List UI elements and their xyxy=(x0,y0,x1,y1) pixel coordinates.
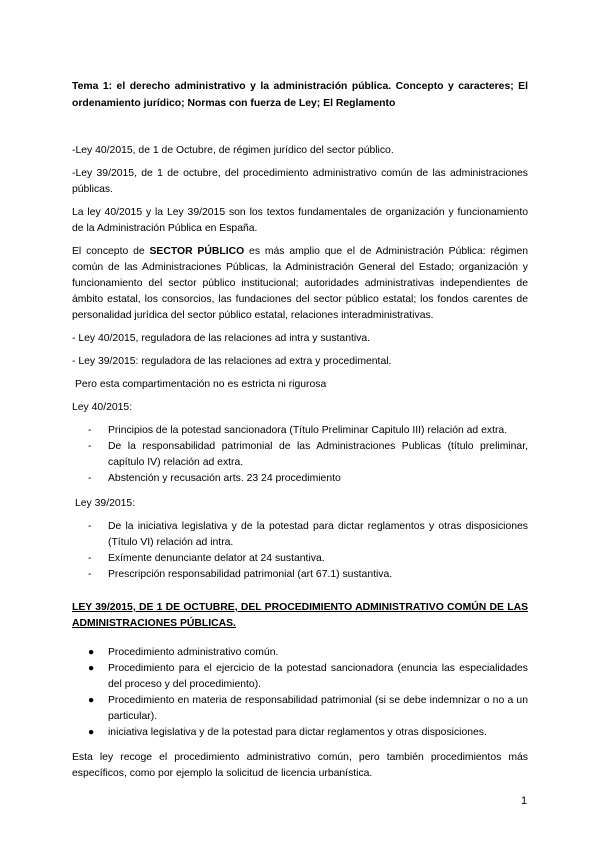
sector-post-text: es más amplio que el de Administración Pública: régimen común de las Administraciones Públicas, la Administración General del Estado; organización y funcionamiento del sector público institucional; autoridades administrativas independientes de ámbito estatal, los consorcios, las fundaciones del sector público estatal; los fondos carentes de personalidad jurídica del sector público estatal, relaciones interadministrativas. xyxy=(72,246,528,321)
list-item xyxy=(72,645,528,661)
ley39-label: Ley 39/2015: xyxy=(75,498,136,509)
list-item-text: Procedimiento en materia de responsabilidad patrimonial (si se debe indemnizar o no a un particular). xyxy=(108,695,528,722)
closing-paragraph: Esta ley recoge el procedimiento administrativo común, pero también procedimientos más específicos, como por ejemplo la solicitud de licencia urbanística. xyxy=(72,752,528,779)
ley39-list xyxy=(72,519,528,583)
law-ref-39: -Ley 39/2015, de 1 de octubre, del procedimiento administrativo común de las administraciones públicas. xyxy=(72,168,528,195)
procedures-list xyxy=(72,645,528,741)
list-item-text: De la iniciativa legislativa y de la potestad para dictar reglamentos y otras disposiciones (Título VI) relación ad intra. xyxy=(108,521,528,548)
ley40-label: Ley 40/2015: xyxy=(72,402,133,413)
paragraph-fundamental-texts: La ley 40/2015 y la Ley 39/2015 son los textos fundamentales de organización y funcionamiento de la Administración Pública en España. xyxy=(72,207,528,234)
list-item-text: Procedimiento administrativo común. xyxy=(108,647,279,658)
document-title xyxy=(72,78,528,112)
dash-marker: - xyxy=(88,473,92,484)
ley40-list xyxy=(72,423,528,487)
compartment-note: Pero esta compartimentación no es estricta ni rigurosa xyxy=(75,379,327,390)
list-item-text: Principios de la potestad sancionadora (Título Preliminar Capitulo III) relación ad extra. xyxy=(108,425,508,436)
dash-marker: - xyxy=(88,521,92,532)
dash-marker: - xyxy=(88,425,92,436)
sector-publico-term: SECTOR PÚBLICO xyxy=(149,246,245,257)
dash-marker: - xyxy=(88,441,92,452)
list-item xyxy=(72,471,528,487)
title-text: : el derecho administrativo y la administración pública. Concepto y caracteres; El ordenamiento jurídico; Normas con fuerza de Ley; El Reglamento xyxy=(72,81,528,109)
title-prefix: Tema 1 xyxy=(72,81,109,92)
list-item xyxy=(72,423,528,439)
ley40-summary: - Ley 40/2015, reguladora de las relaciones ad intra y sustantiva. xyxy=(72,333,371,344)
section-heading: LEY 39/2015, DE 1 DE OCTUBRE, DEL PROCEDIMIENTO ADMINISTRATIVO COMÚN DE LAS ADMINISTRACIONES PÚBLICAS. xyxy=(72,602,528,629)
list-item xyxy=(72,661,528,693)
list-item-text: iniciativa legislativa y de la potestad para dictar reglamentos y otras disposiciones. xyxy=(108,727,487,738)
sector-pre-text: El concepto de xyxy=(72,246,150,257)
bullet-marker: ● xyxy=(88,663,95,674)
bullet-marker: ● xyxy=(88,647,95,658)
list-item-text: Prescripción responsabilidad patrimonial (art 67.1) sustantiva. xyxy=(108,569,393,580)
list-item-text: Abstención y recusación arts. 23 24 procedimiento xyxy=(108,473,341,484)
list-item-text: Exímente denunciante delator at 24 sustantiva. xyxy=(108,553,325,564)
list-item xyxy=(72,725,528,741)
ley39-summary: - Ley 39/2015: reguladora de las relaciones ad extra y procedimental. xyxy=(72,356,392,367)
list-item xyxy=(72,693,528,725)
bullet-marker: ● xyxy=(88,727,95,738)
list-item xyxy=(72,567,528,583)
list-item xyxy=(72,551,528,567)
list-item xyxy=(72,519,528,551)
bullet-marker: ● xyxy=(88,695,95,706)
dash-marker: - xyxy=(88,569,92,580)
document-body xyxy=(72,78,528,789)
list-item xyxy=(72,439,528,471)
paragraph-sector-publico xyxy=(72,244,528,324)
law-ref-40: -Ley 40/2015, de 1 de Octubre, de régimen jurídico del sector público. xyxy=(72,145,394,156)
dash-marker: - xyxy=(88,553,92,564)
list-item-text: De la responsabilidad patrimonial de las Administraciones Publicas (título preliminar, capítulo IV) relación ad extra. xyxy=(108,441,528,468)
list-item-text: Procedimiento para el ejercicio de la potestad sancionadora (enuncia las especialidades del proceso y del procedimiento). xyxy=(108,663,528,690)
page-number: 1 xyxy=(521,795,528,807)
